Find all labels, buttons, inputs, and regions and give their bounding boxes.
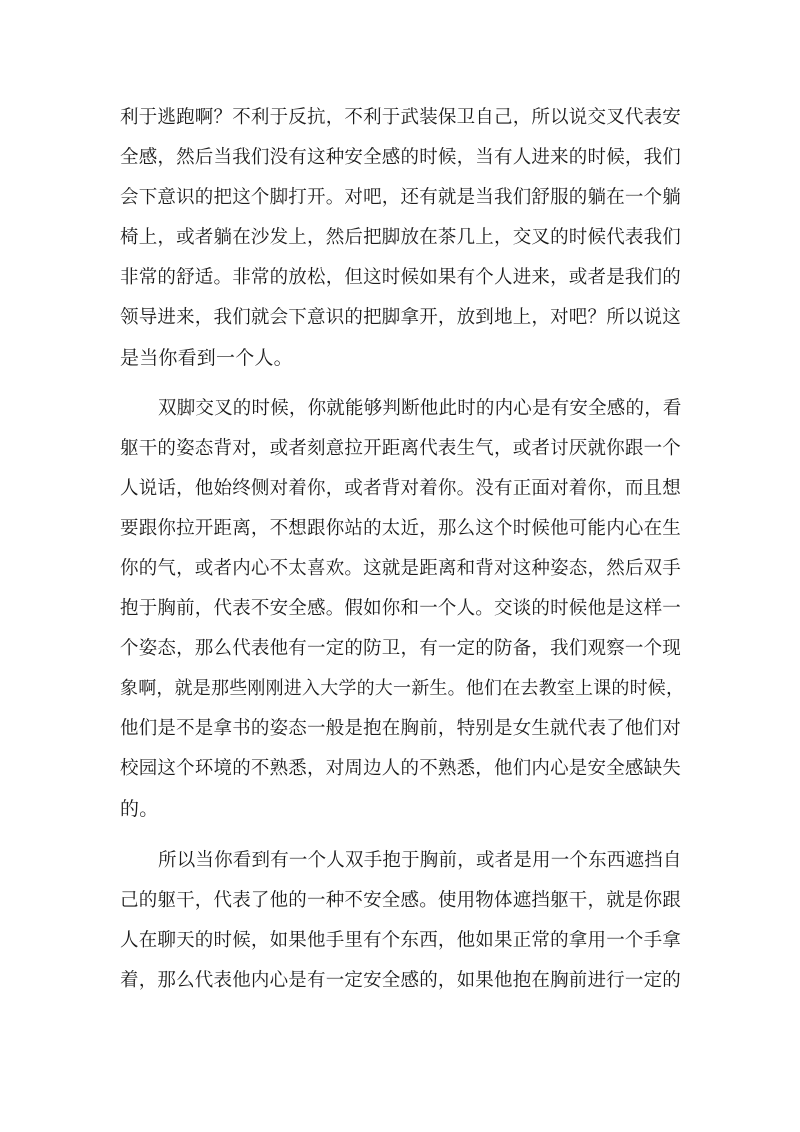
paragraph-2-line-5: 你的气，或者内心不太喜欢。这就是距离和背对这种姿态，然后双手 [120, 558, 682, 579]
paragraph-1-line-5: 非常的舒适。非常的放松，但这时候如果有个人进来，或者是我们的 [120, 267, 682, 288]
paragraph-2-line-3: 人说话，他始终侧对着你，或者背对着你。没有正面对着你，而且想 [120, 478, 682, 499]
paragraph-3-line-2: 己的躯干，代表了他的一种不安全感。使用物体遮挡躯干，就是你跟 [120, 890, 682, 911]
paragraph-2-line-10: 校园这个环境的不熟悉，对周边人的不熟悉，他们内心是安全感缺失 [120, 758, 682, 779]
paragraph-3-line-4: 着，那么代表他内心是有一定安全感的，如果他抱在胸前进行一定的 [120, 970, 682, 991]
paragraph-1-line-1: 利于逃跑啊？不利于反抗，不利于武装保卫自己，所以说交叉代表安 [120, 107, 682, 128]
paragraph-2-line-7: 个姿态，那么代表他有一定的防卫，有一定的防备，我们观察一个现 [120, 638, 682, 659]
paragraph-1-line-7: 是当你看到一个人。 [120, 347, 293, 369]
paragraph-2-line-9: 他们是不是拿书的姿态一般是抱在胸前，特别是女生就代表了他们对 [120, 718, 682, 739]
paragraph-2-line-8: 象啊，就是那些刚刚进入大学的大一新生。他们在去教室上课的时候， [120, 678, 685, 699]
paragraph-1-line-6: 领导进来，我们就会下意识的把脚拿开，放到地上，对吧？所以说这 [120, 307, 682, 328]
paragraph-2-line-2: 躯干的姿态背对，或者刻意拉开距离代表生气，或者讨厌就你跟一个 [120, 438, 682, 459]
paragraph-2-line-1: 双脚交叉的时候，你就能够判断他此时的内心是有安全感的，看 [158, 398, 682, 419]
paragraph-2-line-6: 抱于胸前，代表不安全感。假如你和一个人。交谈的时候他是这样一 [120, 598, 682, 619]
paragraph-1-line-3: 会下意识的把这个脚打开。对吧，还有就是当我们舒服的躺在一个躺 [120, 187, 682, 208]
paragraph-1-line-4: 椅上，或者躺在沙发上，然后把脚放在茶几上，交叉的时候代表我们 [120, 227, 682, 248]
paragraph-2-line-11: 的。 [120, 798, 159, 820]
paragraph-3-line-1: 所以当你看到有一个人双手抱于胸前，或者是用一个东西遮挡自 [158, 850, 682, 871]
paragraph-3-line-3: 人在聊天的时候，如果他手里有个东西，他如果正常的拿用一个手拿 [120, 930, 682, 951]
paragraph-1-line-2: 全感，然后当我们没有这种安全感的时候，当有人进来的时候，我们 [120, 147, 682, 168]
paragraph-2-line-4: 要跟你拉开距离，不想跟你站的太近，那么这个时候他可能内心在生 [120, 518, 682, 539]
